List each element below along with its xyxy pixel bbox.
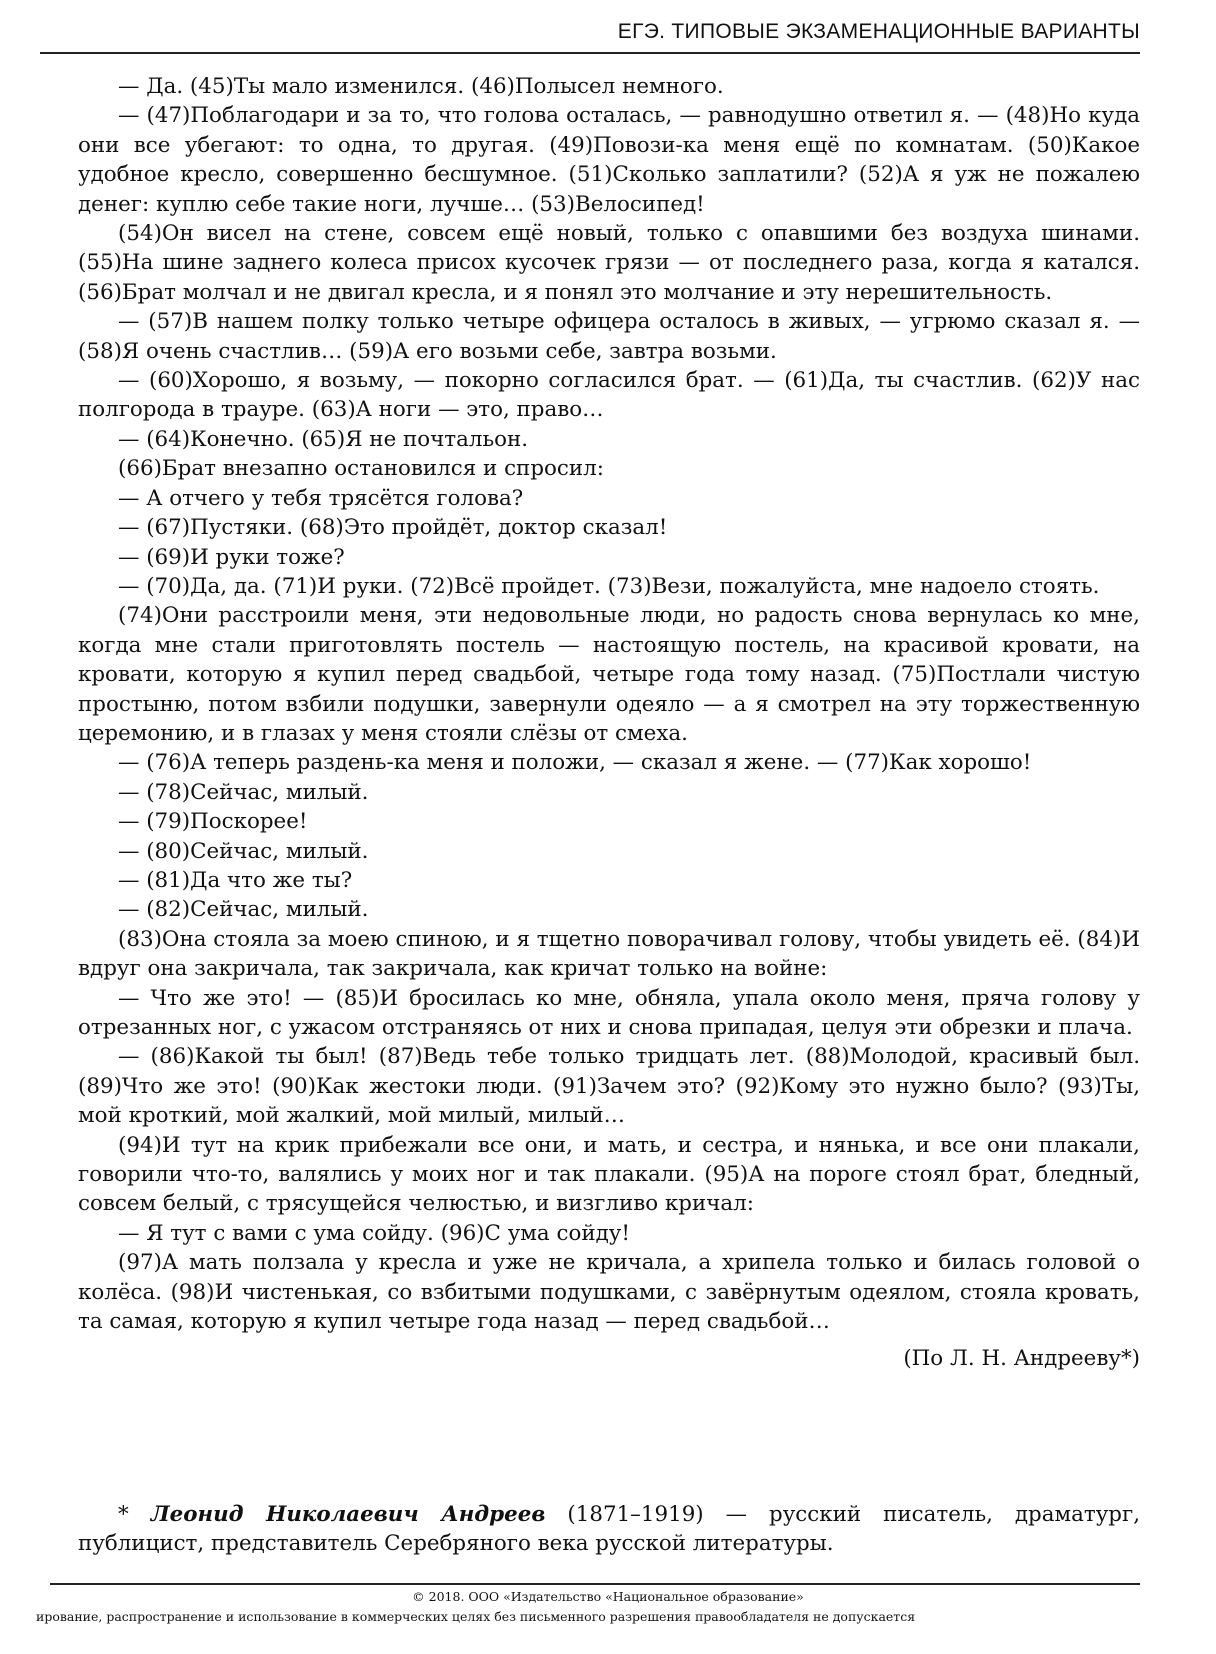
paragraph: — (80)Сейчас, милый.	[118, 838, 369, 864]
paragraph: — (70)Да, да. (71)И руки. (72)Всё пройдет. (73)Вези, пожалуйста, мне надоело стоять.	[118, 573, 1100, 599]
paragraph: (94)И тут на крик прибежали все они, и мать, и сестра, и нянька, и все они плакали, говорили что-то, валялись у моих ног и так плакали. (95)А на пороге стоял брат, бледный, совсем белый, с трясущейся челюстью, и визгливо кричал:	[78, 1132, 1140, 1217]
paragraph: (66)Брат внезапно остановился и спросил:	[118, 456, 604, 482]
paragraph: — Что же это! — (85)И бросилась ко мне, обняла, упала около меня, пряча голову у отрезанных ног, с ужасом отстраняясь от них и снова припадая, целуя эти обрезки и плача.	[78, 985, 1140, 1040]
paragraph: — (78)Сейчас, милый.	[118, 779, 369, 805]
paragraph: (83)Она стояла за моею спиною, и я тщетно поворачивал голову, чтобы увидеть её. (84)И вдруг она закричала, так закричала, как кричат только на войне:	[78, 926, 1140, 982]
footer-divider	[50, 1583, 1140, 1585]
paragraph: — Да. (45)Ты мало изменился. (46)Полысел немного.	[118, 74, 724, 99]
footer-copyright: © 2018. ООО «Издательство «Национальное образование»	[412, 1589, 804, 1604]
author-footnote	[78, 1500, 1140, 1559]
footnote-author-name: Леонид Николаевич Андреев	[150, 1502, 546, 1527]
footnote-text: (1871–1919) — русский писатель, драматург, публицист, представитель Серебряного века русской литературы.	[78, 1502, 1141, 1557]
paragraph: (97)А мать ползала у кресла и уже не кричала, а хрипела только и билась головой о колёса. (98)И чистенькая, со взбитыми подушками, с завёрнутым одеялом, стояла кровать, та самая, которую я купил четыре года назад — перед свадьбой…	[78, 1250, 1140, 1335]
paragraph: — (76)А теперь раздень-ка меня и положи, — сказал я жене. — (77)Как хорошо!	[118, 750, 1032, 776]
paragraph: — (67)Пустяки. (68)Это пройдёт, доктор сказал!	[118, 515, 668, 541]
attribution: (По Л. Н. Андрееву*)	[903, 1346, 1140, 1372]
running-head-title: ЕГЭ. ТИПОВЫЕ ЭКЗАМЕНАЦИОННЫЕ ВАРИАНТЫ	[617, 20, 1140, 43]
story-text	[78, 72, 1140, 1374]
paragraph: — (69)И руки тоже?	[118, 544, 345, 570]
paragraph: (74)Они расстроили меня, эти недовольные люди, но радость снова вернулась ко мне, когда мне стали приготовлять постель — настоящую постель, на красивой кровати, на кровати, которую я купил перед свадьбой, четыре года тому назад. (75)Постлали чистую простыню, потом взбили подушки, завернули одеяло — а я смотрел на эту торжественную церемонию, и в глазах у меня стояли слёзы от смеха.	[78, 603, 1140, 746]
paragraph: — (64)Конечно. (65)Я не почтальон.	[118, 426, 529, 452]
paragraph: — (57)В нашем полку только четыре офицера осталось в живых, — угрюмо сказал я. — (58)Я очень счастлив… (59)А его возьми себе, завтра возьми.	[78, 309, 1140, 364]
footnote-star: *	[118, 1502, 151, 1527]
paragraph: — (79)Поскорее!	[118, 809, 308, 835]
paragraph: — (81)Да что же ты?	[118, 867, 353, 893]
paragraph: — (82)Сейчас, милый.	[118, 897, 369, 923]
page-header	[40, 14, 1140, 54]
footer-legal-notice: ирование, распространение и использование в коммерческих целях без письменного разрешения правообладателя не допускается	[36, 1609, 916, 1624]
paragraph: — А отчего у тебя трясётся голова?	[118, 485, 524, 511]
paragraph: (54)Он висел на стене, совсем ещё новый, только с опавшими без воздуха шинами. (55)На шине заднего колеса присох кусочек грязи — от последнего раза, когда я катался. (56)Брат молчал и не двигал кресла, и я понял это молчание и эту нерешительность.	[78, 221, 1140, 305]
paragraph: — Я тут с вами с ума сойду. (96)С ума сойду!	[118, 1220, 630, 1246]
paragraph: — (47)Поблагодари и за то, что голова осталась, — равнодушно ответил я. — (48)Но куда они все убегают: то одна, то другая. (49)Повози-ка меня ещё по комнатам. (50)Какое удобное кресло, совершенно бесшумное. (51)Сколько заплатили? (52)А я уж не пожалею денег: куплю себе такие ноги, лучше… (53)Велосипед!	[78, 103, 1140, 217]
paragraph: — (60)Хорошо, я возьму, — покорно согласился брат. — (61)Да, ты счастлив. (62)У нас полгорода в трауре. (63)А ноги — это, право…	[78, 368, 1140, 423]
paragraph: — (86)Какой ты был! (87)Ведь тебе только тридцать лет. (88)Молодой, красивый был. (89)Что же это! (90)Как жестоки люди. (91)Зачем это? (92)Кому это нужно было? (93)Ты, мой кроткий, мой жалкий, мой милый, милый…	[78, 1044, 1140, 1129]
